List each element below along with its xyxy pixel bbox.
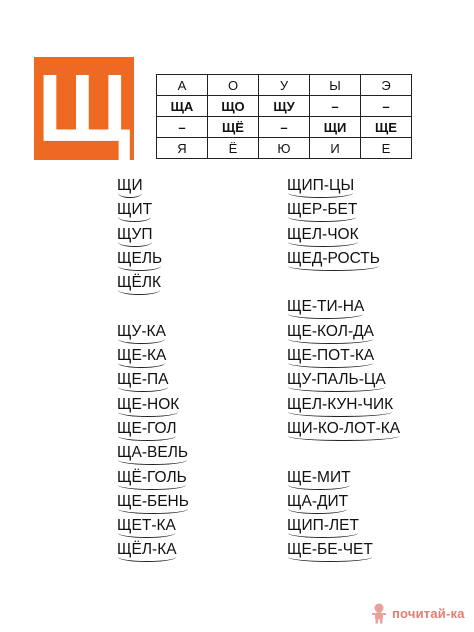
table-cell: Э — [361, 75, 412, 96]
syllable-arc — [288, 557, 372, 562]
word-text: ЩЕ-НОК — [117, 395, 180, 413]
list-spacer — [287, 271, 400, 295]
left-word-list — [117, 174, 189, 563]
word-text: ЩЕ-КОЛ-ДА — [287, 322, 374, 340]
word-text: ЩЁЛК — [117, 274, 162, 292]
word-text: ЩЕЛ-КУН-ЧИК — [287, 395, 394, 413]
table-cell: Ю — [259, 138, 310, 159]
syllable-arc — [288, 339, 373, 344]
table-cell: ЩУ — [259, 96, 310, 117]
table-cell: ЩО — [208, 96, 259, 117]
syllable-arc — [118, 460, 187, 465]
syllable-arc — [288, 509, 347, 514]
word-item — [117, 271, 189, 295]
list-spacer — [117, 295, 189, 319]
word-item — [287, 368, 400, 392]
word-text: ЩУ-ПАЛЬ-ЦА — [287, 371, 386, 389]
word-text: ЩИП-ЛЕТ — [287, 517, 359, 535]
word-item — [287, 344, 400, 368]
word-text: ЩЕ-ТИ-НА — [287, 298, 365, 316]
big-letter: Щ — [37, 54, 131, 162]
word-text: ЩЕТ-КА — [117, 517, 176, 535]
table-row — [157, 75, 412, 96]
word-text: ЩЕД-РОСТЬ — [287, 249, 380, 267]
word-item — [287, 223, 400, 247]
syllable-arc — [288, 387, 385, 392]
syllable-table — [156, 74, 412, 159]
word-item — [287, 417, 400, 441]
word-item — [117, 223, 189, 247]
word-text: ЩЕЛЬ — [117, 249, 163, 267]
word-text: ЩЕ-ПОТ-КА — [287, 347, 375, 365]
table-row — [157, 96, 412, 117]
word-text: ЩЁЛ-КА — [117, 541, 177, 559]
table-cell: Е — [361, 138, 412, 159]
site-logo — [370, 600, 470, 626]
logo-text: почитай-ка — [392, 605, 465, 621]
word-text: ЩА-ДИТ — [287, 492, 349, 510]
word-item — [287, 490, 400, 514]
syllable-arc — [118, 242, 152, 247]
syllable-arc — [288, 314, 363, 319]
table-cell: – — [361, 96, 412, 117]
syllable-arc — [288, 533, 358, 538]
syllable-arc — [118, 509, 188, 514]
list-spacer — [287, 441, 400, 465]
syllable-arc — [118, 412, 178, 417]
word-text: ЩЁ-ГОЛЬ — [117, 468, 187, 486]
word-item — [117, 417, 189, 441]
word-item — [117, 466, 189, 490]
syllable-arc — [288, 193, 353, 198]
syllable-arc — [118, 533, 175, 538]
word-text: ЩИ — [117, 177, 143, 194]
syllable-arc — [118, 193, 142, 198]
word-item — [287, 393, 400, 417]
syllable-arc — [118, 339, 165, 344]
word-item — [117, 393, 189, 417]
word-text: ЩЕ-ПА — [117, 371, 169, 389]
word-item — [117, 514, 189, 538]
word-item — [117, 320, 189, 344]
table-cell: Ё — [208, 138, 259, 159]
word-item — [117, 247, 189, 271]
syllable-arc — [118, 557, 176, 562]
word-item — [287, 174, 400, 198]
table-cell: А — [157, 75, 208, 96]
syllable-arc — [288, 266, 379, 271]
syllable-arc — [118, 290, 160, 295]
word-item — [287, 320, 400, 344]
syllable-arc — [288, 412, 392, 417]
word-text: ЩЕ-МИТ — [287, 468, 351, 486]
word-item — [287, 198, 400, 222]
word-item — [287, 247, 400, 271]
word-text: ЩЕ-БЕ-ЧЕТ — [287, 541, 373, 559]
word-item — [117, 441, 189, 465]
letter-badge — [34, 54, 134, 162]
word-text: ЩИП-ЦЫ — [287, 177, 355, 194]
table-cell: ЩЁ — [208, 117, 259, 138]
syllable-arc — [118, 363, 165, 368]
table-cell: ЩА — [157, 96, 208, 117]
word-item — [117, 198, 189, 222]
syllable-arc — [288, 217, 356, 222]
word-item — [117, 538, 189, 562]
syllable-arc — [288, 436, 399, 441]
word-text: ЩУ-КА — [117, 322, 166, 340]
table-row — [157, 138, 412, 159]
table-cell: ЩЕ — [361, 117, 412, 138]
word-item — [287, 466, 400, 490]
syllable-arc — [118, 387, 168, 392]
word-text: ЩУП — [117, 225, 153, 243]
syllable-arc — [118, 217, 151, 222]
syllable-arc — [118, 485, 186, 490]
syllable-arc — [288, 485, 350, 490]
word-item — [287, 514, 400, 538]
word-item — [117, 174, 189, 198]
syllable-arc — [118, 436, 176, 441]
word-text: ЩЕ-ГОЛ — [117, 419, 177, 437]
word-text: ЩЕЛ-ЧОК — [287, 225, 359, 243]
table-cell: – — [310, 96, 361, 117]
syllable-arc — [288, 363, 373, 368]
word-item — [287, 538, 400, 562]
word-item — [117, 368, 189, 392]
word-text: ЩЕ-БЕНЬ — [117, 492, 189, 510]
table-cell: ЩИ — [310, 117, 361, 138]
word-text: ЩЕР-БЕТ — [287, 201, 358, 219]
word-item — [117, 344, 189, 368]
word-item — [117, 490, 189, 514]
table-cell: И — [310, 138, 361, 159]
word-text: ЩИТ — [117, 201, 153, 219]
table-cell: – — [157, 117, 208, 138]
table-row — [157, 117, 412, 138]
word-item — [287, 295, 400, 319]
word-text: ЩИ-КО-ЛОТ-КА — [287, 419, 401, 437]
table-cell: Ы — [310, 75, 361, 96]
syllable-arc — [118, 266, 161, 271]
boy-mascot-icon — [370, 602, 388, 624]
word-text: ЩА-ВЕЛЬ — [117, 444, 189, 462]
right-word-list — [287, 174, 400, 563]
table-cell: О — [208, 75, 259, 96]
word-text: ЩЕ-КА — [117, 347, 167, 365]
table-cell: – — [259, 117, 310, 138]
syllable-arc — [288, 242, 358, 247]
table-cell: У — [259, 75, 310, 96]
table-cell: Я — [157, 138, 208, 159]
